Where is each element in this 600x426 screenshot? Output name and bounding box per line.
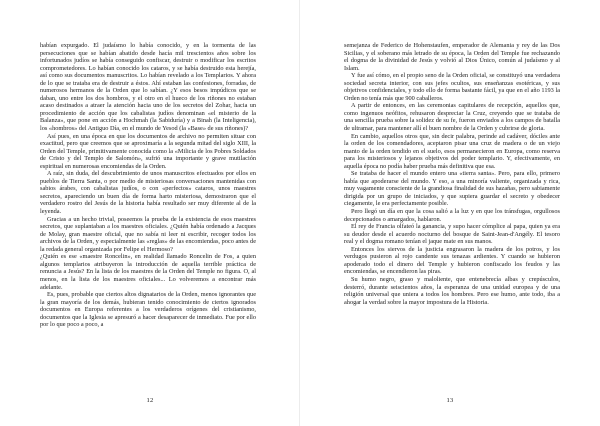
paragraph: Pero llegó un día en que la cosa salió a la luz y en que los tránsfugas, orgullosos decepcionados o amargados, hablaron. <box>344 208 560 223</box>
right-page-text <box>344 42 560 306</box>
paragraph: habían expurgado. El judaísmo lo había conocido, y en la tormenta de las persecuciones que se habían abatido desde hacía mil trescientos años sobre los infortunados judíos se había conseguido confiscar, destruir o modificar los escritos comprometedores. Lo habían conocido los cataros, y se había destruido esta herejía, así como sus documentos manuscritos. Lo habían revelado a los Templarios. Y ahora de lo que se trataba era de destruir a éstos. Ahí estaban las confesiones, forradas, de numerosos hermanos de la Orden que lo sabían. ¿Y esos besos impúdicos que se daban, uno entre los dos hombros, y el otro en el hueco de los riñones no estaban acaso destinados a atraer la atención hacia uno de los secretos del Zohar, hacia un procedimiento de acción que los cabalistas judíos denominan «el misterio de la Balanza», que pone en acción a Hochmah (la Sabiduría) y a Binah (la Inteligencia), los «hombros» del Antiguo Día, en el mundo de Yesod (la «Base» de sus riñones)? <box>40 42 256 133</box>
paragraph: Se trataba de hacer el mundo entero una «tierra santa». Pero, para ello, primero había que apoderarse del mundo. Y eso, a una minoría valiente, organizada y rica, muy vagamente consciente de la grandiosa finalidad de sus hazañas, pero sabiamente dirigida por un grupo de iniciados, y que supiera guardar el secreto y obedecer ciegamente, le era perfectamente posible. <box>344 170 560 208</box>
paragraph: A partir de entonces, en las ceremonias capitulares de recepción, aquellos que, como ingenuos neófitos, rehusaron despreciar la Cruz, creyendo que se trataba de una sencilla prueba sobre la solidez de su fe, fueron enviados a los campos de batalla de ultramar, para mantener allí el buen nombre de la Orden y cubrirse de gloria. <box>344 102 560 133</box>
paragraph: Y fue así cómo, en el propio seno de la Orden oficial, se constituyó una verdadera sociedad secreta interior, con sus jefes ocultos, sus enseñanzas esotéricas, y sus objetivos confidenciales, y todo ello de forma bastante fácil, ya que en el año 1193 la Orden no tenía más que 900 caballeros. <box>344 72 560 102</box>
paragraph: Así pues, en una época en que los documentos de archivo no permiten situar con exactitud, pero que creemos que se aproximaría a la segunda mitad del siglo XIII, la Orden del Temple, primitivamente conocida como la «Milicia de los Pobres Soldados de Cristo y del Templo de Salomón», sufrió una importante y grave mutilación espiritual en numerosas encomiendas de la Orden. <box>40 132 256 170</box>
paragraph: En cambio, aquellos otros que, sin decir palabra, perinde ad cadáver, dóciles ante la orden de los comendadores, aceptaron pisar una cruz de madera o de un viejo manto de la orden tendido en el suelo, esos permanecieron en Europa, como reserva para los misteriosos y lejanos objetivos del poder templario. Y, efectivamente, en aquella época no podía haber prueba más definitiva que esa. <box>344 132 560 170</box>
page-number-left: 12 <box>146 397 154 404</box>
paragraph: El rey de Francia olfateó la ganancia, y supo hacer cómplice al papa, quien ya era su deudor desde el acuerdo nocturno del bosque de Saint-Jean-d'Angély. El tesoro real y el dogma romano tenían el jaque mate en sus manos. <box>344 223 560 246</box>
paragraph: Es, pues, probable que ciertos altos dignatarios de la Orden, menos ignorantes que la gran mayoría de los demás, hubieran tenido conocimiento de ciertos ignorados documentos en Europa referentes a los verdaderos orígenes del cristianismo, documentos que la Iglesia se apresuró a hacer desaparecer de inmediato. Fue por ello por lo que poco a poco, a <box>40 291 256 329</box>
paragraph: Su humo negro, graso y maloliente, que entenebrecía albas y crepúsculos, desterró, durante seiscientos años, la esperanza de una unidad europea y de una religión universal que uniera a todos los hombres. Pero ese humo, ante todo, iba a ahogar la verdad sobre la mayor impostura de la Historia. <box>344 275 560 306</box>
left-page-text <box>40 42 256 329</box>
paragraph: Entonces los siervos de la justicia engrasaron la madera de los potros, y los verdugos pusieron al rojo candente sus tenazas ardientes. Y cuando se hubieron apoderado todo el dinero del Temple y hubieron confiscado los feudos y las encomiendas, se encendieron las piras. <box>344 245 560 276</box>
paragraph: A raíz, sin duda, del descubrimiento de unos manuscritos efectuados por ellos en pueblos de Tierra Santa, o por medio de misteriosas conversaciones mantenidas con sabios árabes, con cabalistas judíos, o con «perfectos» cataros, unos maestres secretos, apareciendo un buen día de forma harto misteriosa, demostraron que el verdadero rostro del Jesús de la historia había resultado ser muy diferente al de la leyenda. <box>40 170 256 216</box>
paragraph: Gracias a un hecho trivial, poseemos la prueba de la existencia de esos maestres secretos, que suplantaban a los maestres oficiales. ¿Quién había ordenado a Jacques de Molay, gran maestre oficial, que no sabía ni leer ni escribir, recoger todos los archivos de la Orden, y especialmente las «reglas» de las encomiendas, poco antes de la redada general organizada por Felipe el Hermoso? <box>40 215 256 253</box>
paragraph: ¿Quién es ese «maestre Roncelin», en realidad llamado Roncelin de Fos, a quien algunos templarios atribuyeron la introducción de aquella terrible práctica de renuncia a Jesús? En la lista de los maestres de la Orden del Temple no figura. O, al menos, en la lista de los maestres oficiales... Lo volveremos a encontrar más adelante. <box>40 253 256 291</box>
right-page <box>300 0 600 426</box>
paragraph: semejanza de Federico de Hohenstaufen, emperador de Alemania y rey de las Dos Sicilias, y el soberano más letrado de su época, la Orden del Temple fue rechazando el dogma de la divinidad de Jesús y volvió al Dios Único, común al judaísmo y al Islam. <box>344 42 560 72</box>
page-number-right: 13 <box>446 397 454 404</box>
